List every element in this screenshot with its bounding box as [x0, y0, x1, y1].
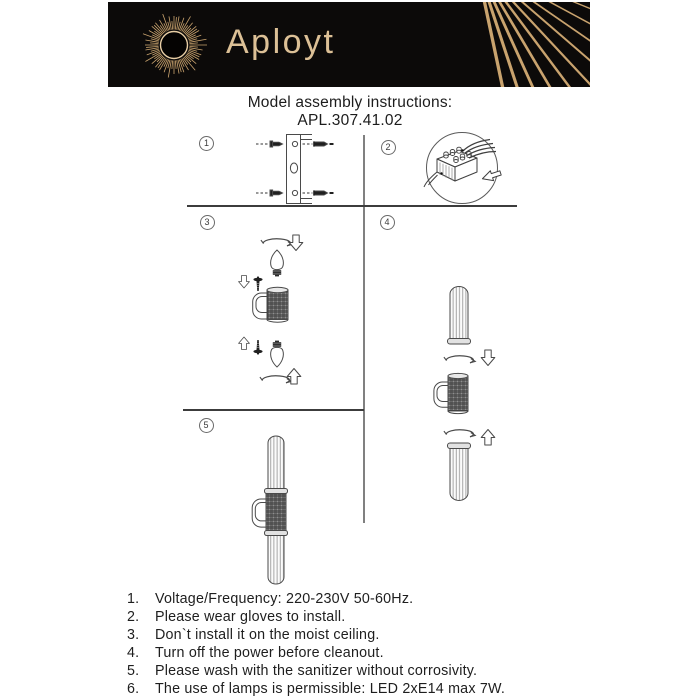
instruction-item	[110, 681, 596, 699]
instruction-text: Please wash with the sanitizer without corrosivity.	[155, 662, 478, 679]
instruction-item	[110, 609, 596, 627]
step-3-number: 3	[200, 215, 215, 230]
instruction-number: 4.	[127, 644, 140, 661]
assembly-diagram-svg	[110, 130, 590, 590]
instruction-text: The use of lamps is permissible: LED 2xE14 max 7W.	[155, 680, 506, 697]
instruction-number: 3.	[127, 626, 140, 643]
instruction-text: Turn off the power before cleanout.	[155, 644, 384, 661]
step3-bulbs-illustration	[239, 235, 303, 384]
instruction-number: 6.	[127, 680, 140, 697]
instruction-list	[110, 591, 596, 698]
assembly-diagram	[110, 130, 590, 590]
instruction-item	[110, 591, 596, 609]
instruction-item	[110, 663, 596, 681]
instruction-text: Voltage/Frequency: 220-230V 50-60Hz.	[155, 591, 414, 607]
instruction-item	[110, 627, 596, 645]
instruction-text: Please wear gloves to install.	[155, 608, 346, 625]
step2-wiring-detail-illustration	[424, 133, 502, 204]
brand-banner	[108, 2, 590, 87]
instruction-number: 1.	[127, 591, 140, 607]
brand-name: Aployt	[226, 23, 336, 61]
step4-shades-illustration	[434, 287, 495, 501]
step5-assembled-lamp-illustration	[252, 436, 287, 584]
instruction-number: 5.	[127, 662, 140, 679]
step-1-number: 1	[199, 136, 214, 151]
title-block	[0, 94, 700, 130]
page-title: Model assembly instructions:	[247, 94, 453, 111]
instruction-number: 2.	[127, 608, 140, 625]
model-number: APL.307.41.02	[297, 112, 403, 129]
step1-bracket-illustration	[256, 135, 334, 204]
step-4-number: 4	[380, 215, 395, 230]
instruction-text: Don`t install it on the moist ceiling.	[155, 626, 380, 643]
instruction-item	[110, 645, 596, 663]
step-5-number: 5	[199, 418, 214, 433]
step-2-number: 2	[381, 140, 396, 155]
rays-decoration-icon	[108, 2, 590, 87]
